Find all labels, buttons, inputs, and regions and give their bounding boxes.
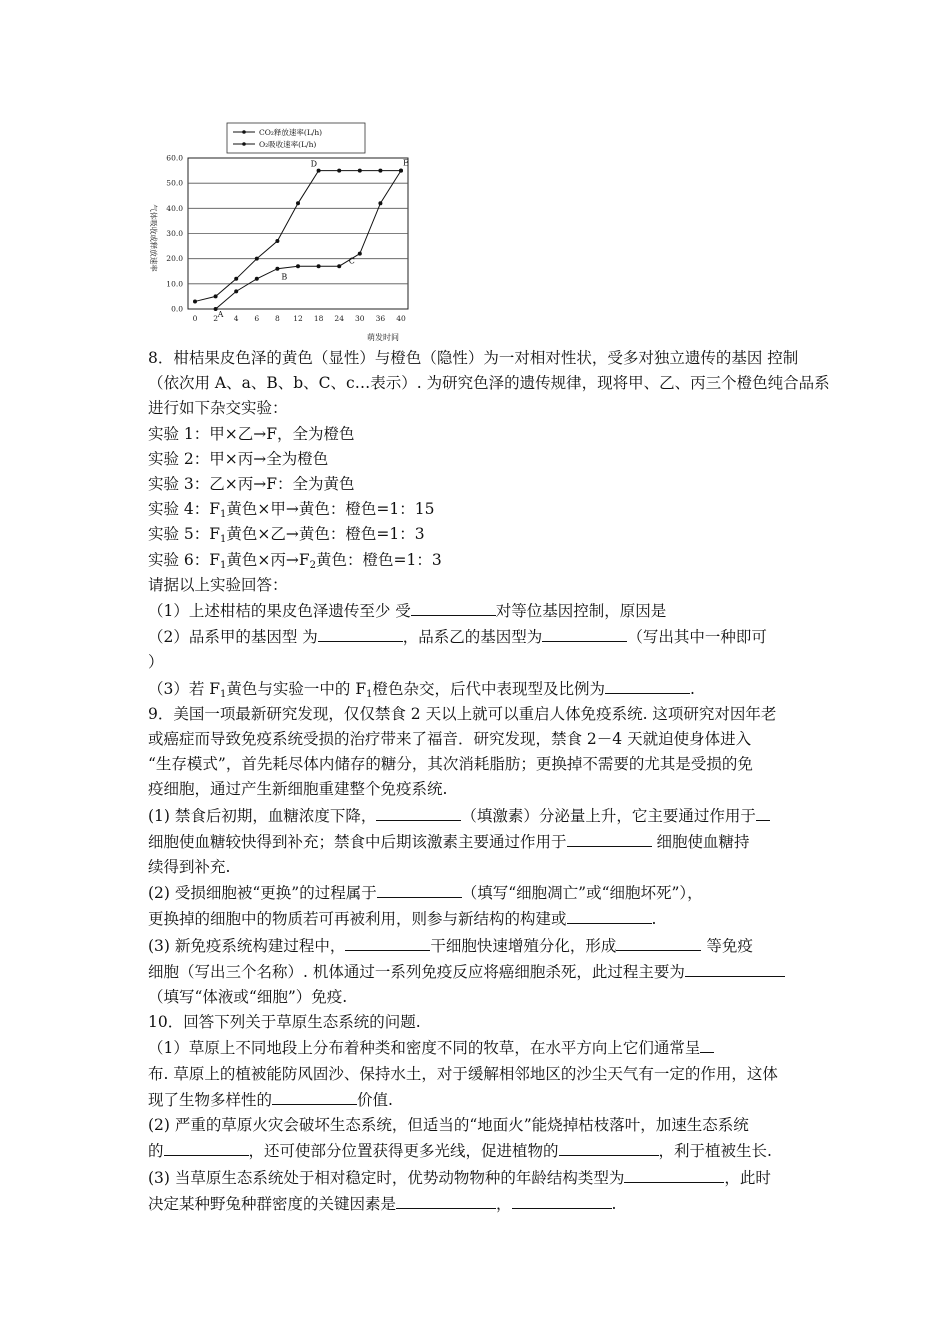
answer-blank[interactable]: [700, 1035, 714, 1053]
q10-part-3-cont: 决定某种野兔种群密度的关键因素是 ， .: [148, 1191, 816, 1217]
data-point: [399, 169, 403, 173]
answer-blank[interactable]: [164, 1138, 249, 1156]
q9-part-3-end: （填写“体液或“细胞”）免疫.: [148, 988, 348, 1007]
q8-stem-3: 进行如下杂交实验：: [148, 399, 288, 418]
data-point: [214, 294, 218, 298]
answer-blank[interactable]: [411, 598, 496, 616]
x-tick-label: 4: [233, 314, 239, 323]
q8-stem-2: （依次用 A、a、B、b、C、c…表示）. 为研究色泽的遗传规律，现将甲、乙、丙三个橙色纯合品系: [148, 374, 830, 393]
q9-stem-2: 或癌症而导致免疫系统受损的治疗带来了福音．研究发现，禁食 2－4 天就迫使身体进入: [148, 730, 752, 749]
q8-exp-4: 实验 4：$F_1$黄色×甲→黄色：橙色=1：15: [148, 500, 435, 521]
y-axis-label: 气体吸收或释放速率: [149, 204, 158, 272]
data-point: [275, 267, 279, 271]
x-tick-label: 0: [192, 314, 198, 323]
point-label: C: [348, 256, 355, 266]
data-point: [317, 169, 321, 173]
q9-stem-1: 9．美国一项最新研究发现，仅仅禁食 2 天以上就可以重启人体免疫系统. 这项研究对因年老: [148, 704, 777, 723]
q10-part-2: (2) 严重的草原火灾会破坏生态系统，但适当的“地面火”能烧掉枯枝落叶，加速生态系统: [148, 1116, 749, 1135]
data-point: [296, 201, 300, 205]
answer-blank[interactable]: [376, 803, 461, 821]
q8-part-3: （3）若 $F_1$黄色与实验一中的 $F_1$橙色杂交，后代中表现型及比例为 .: [148, 676, 816, 702]
x-axis-label: 萌发时间: [367, 333, 399, 342]
data-point: [317, 264, 321, 268]
x-tick-label: 24: [334, 314, 344, 323]
series-line-2: [216, 171, 401, 309]
q10-part-1-end: 现了生物多样性的 价值.: [148, 1087, 816, 1113]
y-tick-label: 30.0: [166, 229, 183, 238]
data-point: [358, 252, 362, 256]
series-line-1: [195, 171, 401, 302]
data-point: [378, 201, 382, 205]
y-tick-label: 60.0: [166, 153, 183, 163]
data-point: [234, 289, 238, 293]
q9-part-3: (3) 新免疫系统构建过程中， 干细胞快速增殖分化，形成 等免疫: [148, 933, 816, 959]
x-tick-label: 36: [375, 314, 386, 323]
q8-exp-1: 实验 1：甲×乙→F，全为橙色: [148, 424, 355, 443]
answer-blank[interactable]: [567, 906, 652, 924]
data-point: [337, 264, 341, 268]
answer-blank[interactable]: [542, 624, 627, 642]
q9-part-2: (2) 受损细胞被“更换”的过程属于 （填写“细胞凋亡”或“细胞坏死”），: [148, 880, 816, 906]
q10-part-2-cont: 的 ，还可使部分位置获得更多光线，促进植物的 ，利于植被生长.: [148, 1138, 816, 1164]
answer-blank[interactable]: [272, 1087, 357, 1105]
legend-marker: [242, 142, 246, 146]
data-point: [337, 169, 341, 173]
q8-part-2-cont: ）: [148, 653, 164, 672]
data-point: [255, 277, 259, 281]
answer-blank[interactable]: [605, 676, 690, 694]
answer-blank[interactable]: [559, 1138, 659, 1156]
x-tick-label: 30: [355, 314, 365, 323]
legend-entry: CO₂释放速率(L/h): [259, 128, 323, 137]
y-tick-label: 10.0: [166, 279, 183, 289]
x-tick-label: 18: [313, 314, 324, 323]
answer-blank[interactable]: [756, 803, 770, 821]
q8-ask: 请据以上实验回答：: [148, 575, 288, 594]
x-tick-label: 8: [275, 314, 280, 323]
answer-blank[interactable]: [345, 933, 430, 951]
answer-blank[interactable]: [567, 829, 652, 847]
answer-blank[interactable]: [512, 1191, 612, 1209]
data-point: [234, 277, 238, 281]
data-point: [193, 299, 197, 303]
q8-part-2: （2）品系甲的基因型 为 ，品系乙的基因型为 （写出其中一种即可: [148, 624, 816, 650]
q8-part-1: （1）上述柑桔的果皮色泽遗传至少 受 对等位基因控制，原因是: [148, 598, 816, 624]
q10-part-1-cont: 布. 草原上的植被能防风固沙、保持水土，对于缓解相邻地区的沙尘天气有一定的作用，这体: [148, 1064, 778, 1083]
answer-blank[interactable]: [396, 1191, 496, 1209]
y-tick-label: 0.0: [171, 304, 183, 314]
q10-stem: 10．回答下列关于草原生态系统的问题.: [148, 1013, 421, 1032]
q9-part-3-cont: 细胞（写出三个名称）. 机体通过一系列免疫反应将癌细胞杀死，此过程主要为: [148, 959, 816, 985]
x-tick-label: 12: [293, 314, 303, 323]
questions: [148, 346, 830, 1217]
data-point: [275, 239, 279, 243]
q10-part-3: (3) 当草原生态系统处于相对稳定时，优势动物物种的年龄结构类型为 ，此时: [148, 1165, 816, 1191]
point-label: A: [217, 310, 224, 319]
legend-entry: O₂吸收速率(L/h): [259, 140, 317, 149]
q8-exp-5: 实验 5：$F_1$黄色×乙→黄色：橙色=1：3: [148, 525, 425, 546]
q10-part-1: （1）草原上不同地段上分布着种类和密度不同的牧草，在水平方向上它们通常呈: [148, 1035, 816, 1061]
answer-blank[interactable]: [377, 880, 462, 898]
point-label: D: [310, 159, 318, 169]
answer-blank[interactable]: [685, 959, 785, 977]
answer-blank[interactable]: [616, 933, 701, 951]
y-tick-label: 20.0: [166, 254, 183, 264]
q9-part-1: (1) 禁食后初期，血糖浓度下降， （填激素）分泌量上升，它主要通过作用于: [148, 803, 816, 829]
q8-exp-2: 实验 2：甲×丙→全为橙色: [148, 449, 329, 468]
chart-grid: [188, 158, 408, 309]
y-tick-label: 40.0: [166, 203, 183, 213]
q8-exp-3: 实验 3：乙×丙→F：全为黄色: [148, 475, 355, 494]
q9-part-2-cont: 更换掉的细胞中的物质若可再被利用，则参与新结构的构建或 .: [148, 906, 816, 932]
point-label: E: [403, 158, 409, 168]
x-tick-label: 2: [213, 314, 218, 323]
q9-part-1-end: 续得到补充.: [148, 858, 231, 877]
seed-gas-rate-chart: [140, 118, 420, 344]
y-tick-label: 50.0: [166, 178, 183, 188]
q9-part-1-cont: 细胞使血糖较快得到补充；禁食中后期该激素主要通过作用于 细胞使血糖持: [148, 829, 816, 855]
data-point: [358, 169, 362, 173]
point-label: B: [281, 272, 288, 282]
q9-stem-3: “生存模式”，首先耗尽体内储存的糖分，其次消耗脂肪；更换掉不需要的尤其是受损的免: [148, 755, 753, 774]
x-tick-label: 6: [254, 314, 260, 323]
data-point: [378, 169, 382, 173]
answer-blank[interactable]: [318, 624, 403, 642]
q8-exp-6: 实验 6：$F_1$黄色×丙$\to F_2$黄色：橙色=1：3: [148, 550, 442, 571]
x-tick-label: 40: [396, 314, 406, 323]
q9-stem-4: 疫细胞，通过产生新细胞重建整个免疫系统.: [148, 780, 448, 799]
legend-marker: [242, 130, 246, 134]
answer-blank[interactable]: [624, 1165, 724, 1183]
data-point: [255, 257, 259, 261]
data-point: [296, 264, 300, 268]
q8-stem-1: 8．柑桔果皮色泽的黄色（显性）与橙色（隐性）为一对相对性状，受多对独立遗传的基因 控制: [148, 349, 799, 367]
